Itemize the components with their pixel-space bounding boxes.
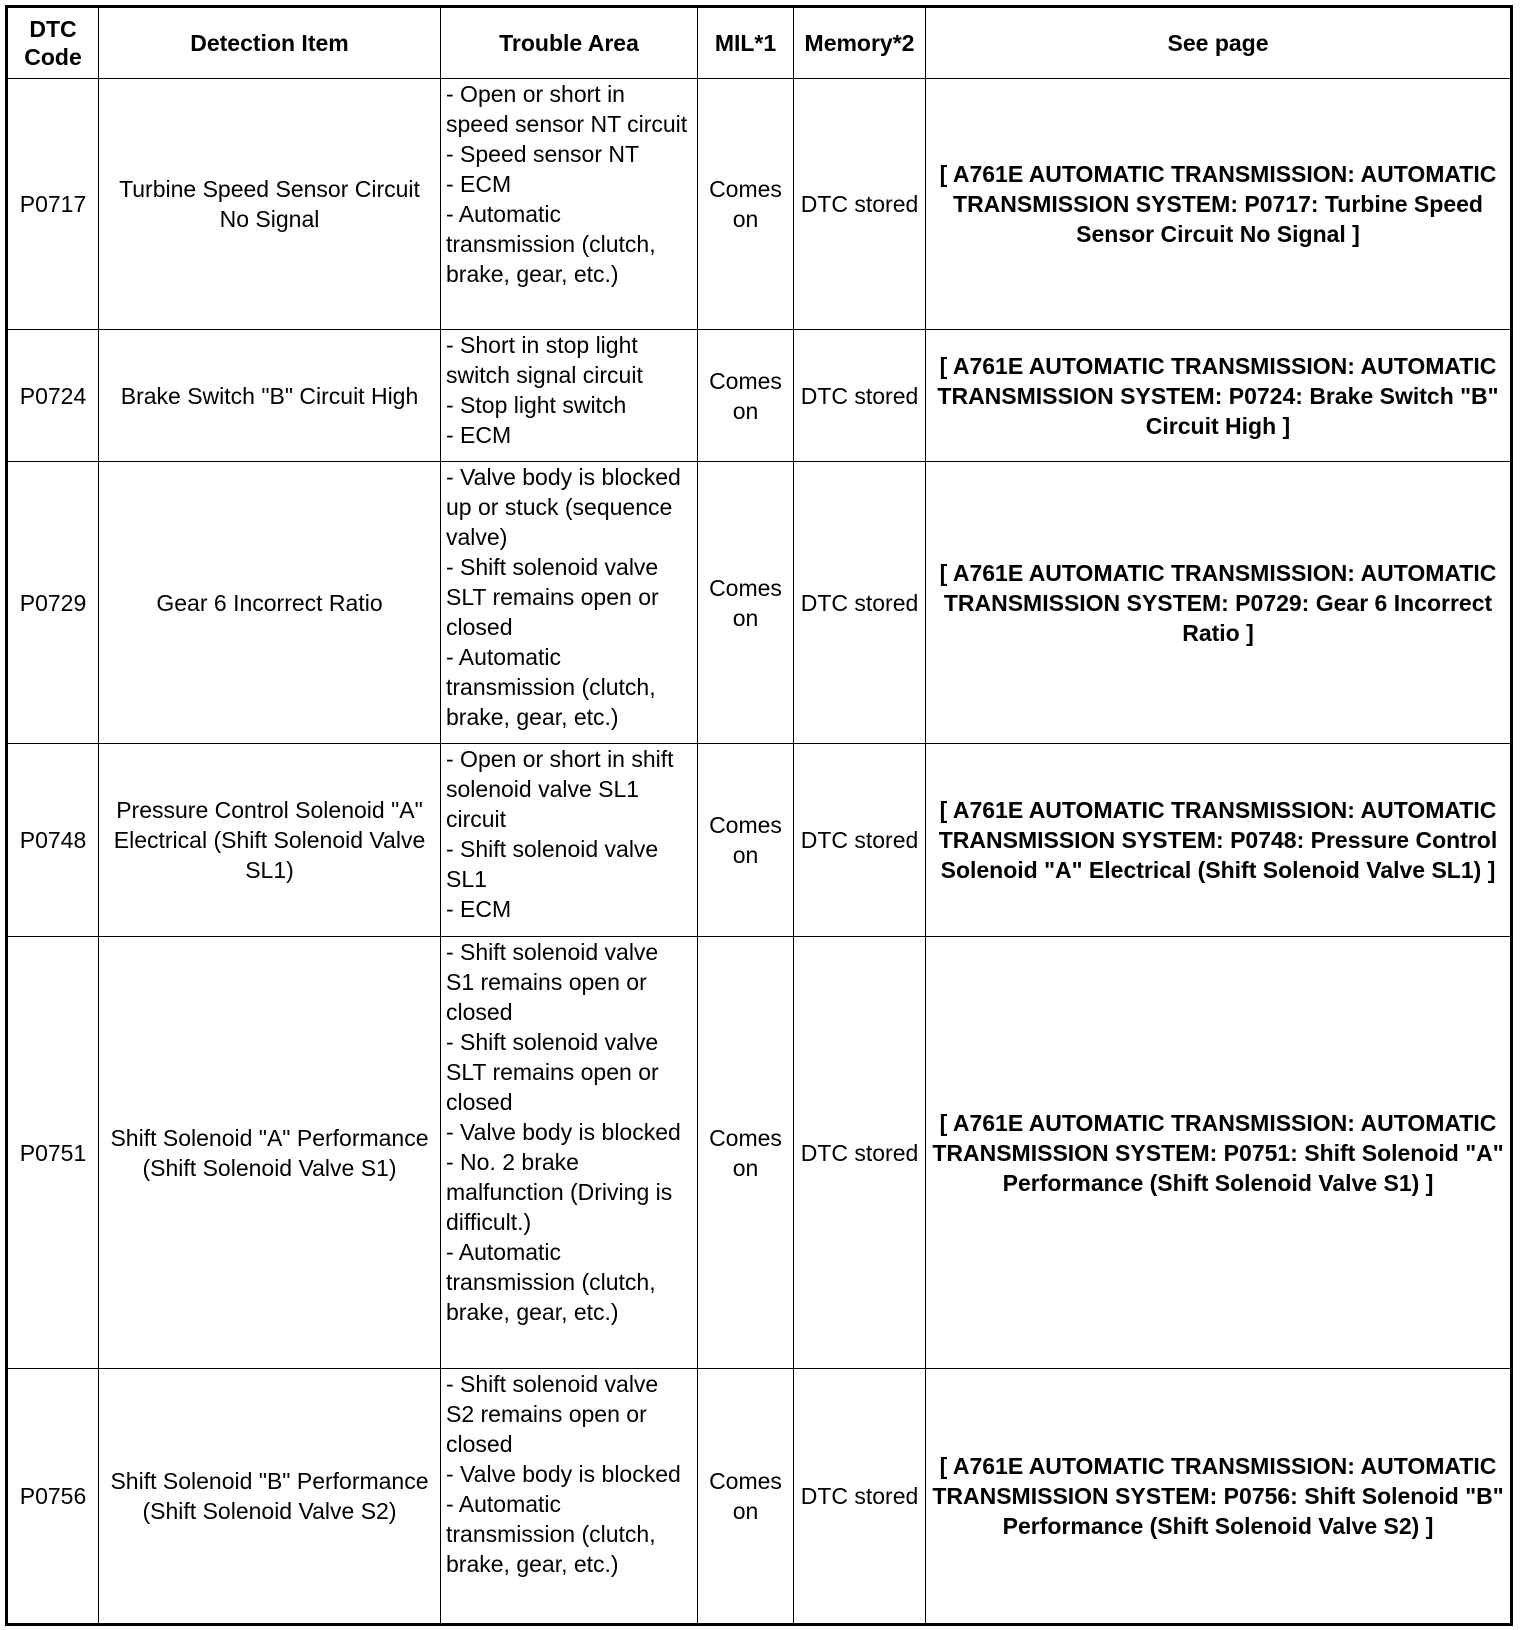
mil-status: Comes on (698, 462, 794, 744)
trouble-area-line: - Shift solenoid valve S2 remains open or closed (446, 1371, 659, 1457)
dtc-code: P0748 (7, 744, 99, 937)
trouble-area-line: - Shift solenoid valve S1 remains open or closed (446, 939, 659, 1025)
trouble-area-line: - Shift solenoid valve SLT remains open or closed (446, 1029, 659, 1115)
see-page-reference: [ A761E AUTOMATIC TRANSMISSION: AUTOMATIC TRANSMISSION SYSTEM: P0751: Shift Solenoid "A" Performance (Shift Solenoid Valve S1) ] (926, 937, 1512, 1369)
trouble-area (441, 462, 698, 744)
mil-status: Comes on (698, 744, 794, 937)
header-row (7, 7, 1512, 79)
header-dtc-code: DTC Code (7, 7, 99, 79)
mil-status: Comes on (698, 330, 794, 462)
detection-item: Turbine Speed Sensor Circuit No Signal (99, 79, 441, 330)
trouble-area-line: - Open or short in shift solenoid valve SL1 circuit (446, 746, 674, 832)
detection-item: Shift Solenoid "B" Performance (Shift Solenoid Valve S2) (99, 1369, 441, 1625)
trouble-area-line: - No. 2 brake malfunction (Driving is difficult.) (446, 1149, 673, 1235)
memory-status: DTC stored (794, 462, 926, 744)
table-row (7, 330, 1512, 462)
header-memory: Memory*2 (794, 7, 926, 79)
see-page-reference: [ A761E AUTOMATIC TRANSMISSION: AUTOMATIC TRANSMISSION SYSTEM: P0748: Pressure Control Solenoid "A" Electrical (Shift Solenoid Valve SL1) ] (926, 744, 1512, 937)
table-row (7, 462, 1512, 744)
header-trouble-area: Trouble Area (441, 7, 698, 79)
dtc-code: P0729 (7, 462, 99, 744)
trouble-area (441, 1369, 698, 1625)
dtc-code: P0717 (7, 79, 99, 330)
detection-item: Brake Switch "B" Circuit High (99, 330, 441, 462)
table-row (7, 937, 1512, 1369)
detection-item: Gear 6 Incorrect Ratio (99, 462, 441, 744)
memory-status: DTC stored (794, 1369, 926, 1625)
see-page-reference: [ A761E AUTOMATIC TRANSMISSION: AUTOMATIC TRANSMISSION SYSTEM: P0717: Turbine Speed Sensor Circuit No Signal ] (926, 79, 1512, 330)
trouble-area-line: - Valve body is blocked (446, 1119, 681, 1145)
trouble-area-line: - ECM (446, 896, 512, 922)
trouble-area-line: - Shift solenoid valve SLT remains open or closed (446, 554, 659, 640)
trouble-area-line: - Automatic transmission (clutch, brake, gear, etc.) (446, 644, 656, 730)
see-page-reference: [ A761E AUTOMATIC TRANSMISSION: AUTOMATIC TRANSMISSION SYSTEM: P0756: Shift Solenoid "B" Performance (Shift Solenoid Valve S2) ] (926, 1369, 1512, 1625)
header-see-page: See page (926, 7, 1512, 79)
dtc-code: P0751 (7, 937, 99, 1369)
see-page-reference: [ A761E AUTOMATIC TRANSMISSION: AUTOMATIC TRANSMISSION SYSTEM: P0729: Gear 6 Incorrect Ratio ] (926, 462, 1512, 744)
memory-status: DTC stored (794, 744, 926, 937)
trouble-area-line: - Automatic transmission (clutch, brake, gear, etc.) (446, 201, 656, 287)
trouble-area-line: - Open or short in speed sensor NT circuit (446, 81, 688, 137)
trouble-area-line: - Short in stop light switch signal circuit (446, 332, 643, 388)
table-row (7, 1369, 1512, 1625)
trouble-area (441, 330, 698, 462)
trouble-area-line: - Speed sensor NT (446, 141, 640, 167)
table-row (7, 79, 1512, 330)
mil-status: Comes on (698, 79, 794, 330)
trouble-area-line: - Automatic transmission (clutch, brake, gear, etc.) (446, 1491, 656, 1577)
memory-status: DTC stored (794, 79, 926, 330)
dtc-code: P0756 (7, 1369, 99, 1625)
see-page-reference: [ A761E AUTOMATIC TRANSMISSION: AUTOMATIC TRANSMISSION SYSTEM: P0724: Brake Switch "B" Circuit High ] (926, 330, 1512, 462)
trouble-area-line: - Stop light switch (446, 392, 627, 418)
detection-item: Shift Solenoid "A" Performance (Shift Solenoid Valve S1) (99, 937, 441, 1369)
trouble-area-line: - Automatic transmission (clutch, brake, gear, etc.) (446, 1239, 656, 1325)
trouble-area (441, 79, 698, 330)
dtc-table (5, 5, 1513, 1626)
trouble-area-line: - Valve body is blocked up or stuck (sequence valve) (446, 464, 681, 550)
trouble-area (441, 937, 698, 1369)
trouble-area-line: - ECM (446, 171, 512, 197)
memory-status: DTC stored (794, 937, 926, 1369)
table-row (7, 744, 1512, 937)
trouble-area-line: - ECM (446, 422, 512, 448)
dtc-code: P0724 (7, 330, 99, 462)
mil-status: Comes on (698, 937, 794, 1369)
trouble-area-line: - Shift solenoid valve SL1 (446, 836, 659, 892)
trouble-area (441, 744, 698, 937)
trouble-area-line: - Valve body is blocked (446, 1461, 681, 1487)
header-detection-item: Detection Item (99, 7, 441, 79)
detection-item: Pressure Control Solenoid "A" Electrical (Shift Solenoid Valve SL1) (99, 744, 441, 937)
header-mil: MIL*1 (698, 7, 794, 79)
memory-status: DTC stored (794, 330, 926, 462)
mil-status: Comes on (698, 1369, 794, 1625)
